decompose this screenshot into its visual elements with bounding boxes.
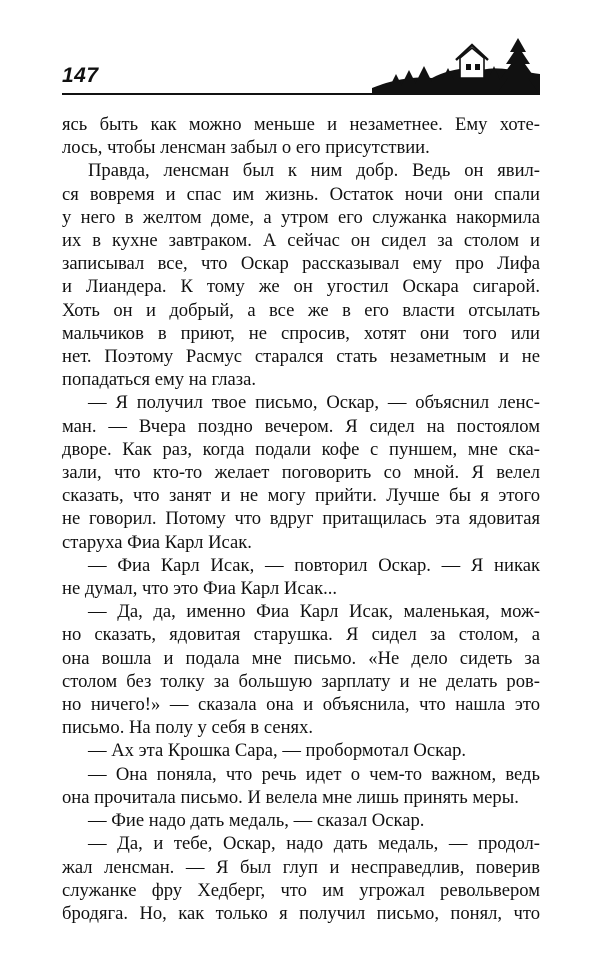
page-number: 147	[62, 64, 99, 87]
header-rule	[62, 93, 540, 95]
text-line: но ничего!» — сказала она и объяснила, что нашла это	[62, 694, 540, 716]
text-line: зали, что кто-то желает поговорить со мной. Я велел	[62, 462, 540, 484]
text-line: ясь быть как можно меньше и незаметнее. Ему хоте-	[62, 114, 540, 135]
text-line: нет. Поэтому Расмус старался стать незаметным и не	[62, 346, 540, 368]
text-line: — Я получил твое письмо, Оскар, — объяснил ленс-	[88, 392, 540, 414]
text-line: Правда, ленсман был к ним добр. Ведь он явил-	[88, 160, 540, 182]
text-line: их в кухне завтраком. А сейчас он сидел за столом и	[62, 230, 540, 252]
text-line: лось, чтобы ленсман забыл о его присутствии.	[62, 137, 430, 159]
text-line: столом без толку за большую зарплату и не делать ров-	[62, 670, 540, 692]
text-line: — Да, и тебе, Оскар, надо дать медаль, — продол-	[88, 833, 540, 855]
text-line: и Лиандера. К тому же он угостил Оскара сигарой.	[62, 276, 540, 298]
text-line: старуха Фиа Карл Исак.	[62, 531, 252, 553]
text-line: письмо. На полу у себя в сенях.	[62, 717, 314, 739]
text-line: служанке фру Хедберг, что им угрожал револьвером	[62, 879, 540, 901]
body-text	[62, 113, 540, 925]
text-line: дворе. Как раз, когда подали кофе с пуншем, мне ска-	[62, 438, 540, 460]
text-line: — Ах эта Крошка Сара, — пробормотал Оскар.	[88, 740, 467, 762]
text-line: но сказать, ядовитая старушка. Я сидел за столом, а	[62, 624, 540, 646]
running-header	[62, 36, 540, 104]
text-line: ся вовремя и спас им жизнь. Остаток ночи они спали	[62, 183, 540, 205]
text-line: — Да, да, именно Фиа Карл Исак, маленькая, мож-	[88, 601, 540, 623]
text-line: не говорил. Потому что вдруг притащилась эта ядовитая	[62, 508, 540, 530]
text-line: мальчиков в приют, не спросив, хотят они того или	[62, 322, 540, 344]
text-line: жал ленсман. — Я был глуп и несправедлив, поверив	[62, 856, 540, 878]
text-line: бродяга. Но, как только я получил письмо, понял, что	[62, 902, 540, 924]
text-line: Хоть он и добрый, а все же в его власти отсылать	[62, 299, 540, 321]
text-line: она прочитала письмо. И велела мне лишь принять меры.	[62, 786, 519, 808]
text-line: сказать, что занят и не могу прийти. Лучше бы я этого	[62, 485, 540, 507]
text-line: записывал все, что Оскар рассказывал ему про Лифа	[62, 253, 540, 275]
text-line: у него в желтом доме, а утром его служанка накормила	[62, 206, 540, 228]
forest-house-vignette-icon	[372, 36, 540, 96]
text-line: — Она поняла, что речь идет о чем-то важном, ведь	[88, 763, 540, 785]
text-line: ман. — Вчера поздно вечером. Я сидел на постоялом	[62, 415, 540, 437]
text-line: — Фие надо дать медаль, — сказал Оскар.	[88, 810, 425, 832]
text-line: — Фиа Карл Исак, — повторил Оскар. — Я никак	[88, 554, 540, 576]
text-line: она вошла и подала мне письмо. «Не дело сидеть за	[62, 647, 540, 669]
text-line: не думал, что это Фиа Карл Исак...	[62, 578, 338, 600]
text-line: попадаться ему на глаза.	[62, 369, 257, 391]
